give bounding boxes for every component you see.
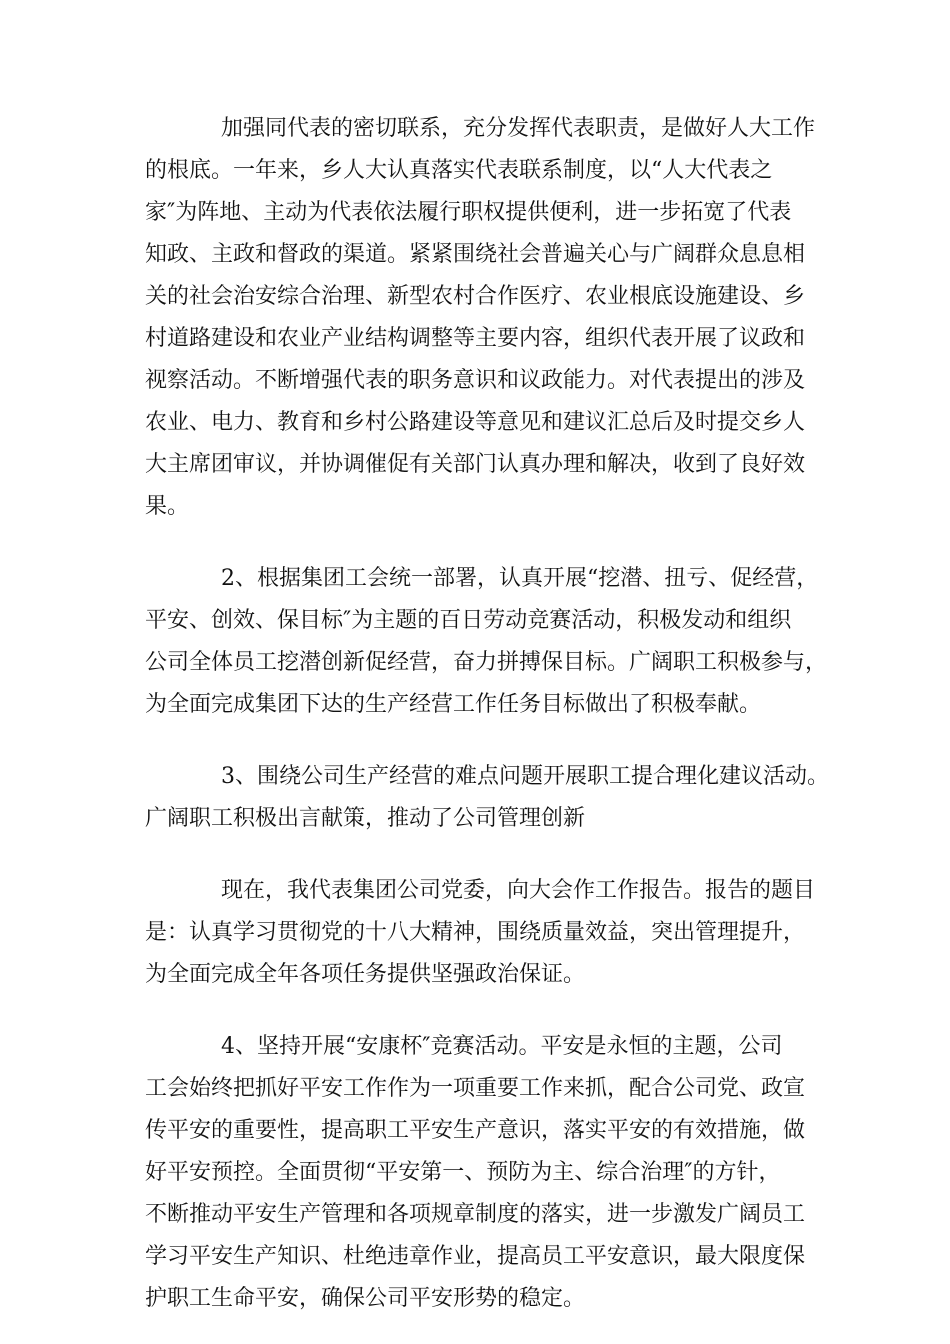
text-line: 的根底。一年来，乡人大认真落实代表联系制度，以“人大代表之 — [145, 158, 773, 183]
text-line: 大主席团审议，并协调催促有关部门认真办理和解决，收到了良好效 — [145, 452, 806, 477]
text-line: 3、围绕公司生产经营的难点问题开展职工提合理化建议活动。 — [221, 764, 829, 789]
paragraph-gap — [145, 726, 811, 756]
text-line: 关的社会治安综合治理、新型农村合作医疗、农业根底设施建设、乡 — [145, 284, 806, 309]
text-line: 知政、主政和督政的渠道。紧紧围绕社会普遍关心与广阔群众息息相 — [145, 242, 806, 267]
text-line: 现在，我代表集团公司党委，向大会作工作报告。报告的题目 — [221, 878, 816, 903]
document-body — [145, 108, 829, 1320]
paragraph-item-4-safety — [145, 1026, 811, 1320]
text-line: 视察活动。不断增强代表的职务意识和议政能力。对代表提出的涉及 — [145, 368, 806, 393]
text-line: 公司全体员工挖潜创新促经营，奋力拼搏保目标。广阔职工积极参与， — [145, 650, 828, 675]
text-line: 果。 — [145, 494, 190, 519]
text-line: 是：认真学习贯彻党的十八大精神，围绕质量效益，突出管理提升， — [145, 920, 806, 945]
paragraph-item-2-labor-competition — [145, 558, 828, 726]
text-line: 村道路建设和农业产业结构调整等主要内容，组织代表开展了议政和 — [145, 326, 806, 351]
text-line: 2、根据集团工会统一部署，认真开展“挖潜、扭亏、促经营， — [221, 566, 819, 591]
text-line: 传平安的重要性，提高职工平安生产意识，落实平安的有效措施，做 — [145, 1118, 806, 1143]
paragraph-item-3-suggestions — [145, 756, 829, 840]
text-line: 为全面完成集团下达的生产经营工作任务目标做出了积极奉献。 — [145, 692, 762, 717]
paragraph-gap — [145, 840, 811, 870]
text-line: 4、坚持开展“安康杯″竞赛活动。平安是永恒的主题，公司 — [221, 1034, 783, 1059]
text-line: 加强同代表的密切联系，充分发挥代表职责，是做好人大工作 — [221, 116, 816, 141]
text-line: 护职工生命平安，确保公司平安形势的稳定。 — [145, 1286, 586, 1311]
text-line: 好平安预控。全面贯彻“平安第一、预防为主、综合治理″的方针， — [145, 1160, 781, 1185]
text-line: 不断推动平安生产管理和各项规章制度的落实，进一步激发广阔员工 — [145, 1202, 806, 1227]
text-line: 学习平安生产知识、杜绝违章作业，提高员工平安意识，最大限度保 — [145, 1244, 806, 1269]
text-line: 广阔职工积极出言献策，推动了公司管理创新 — [145, 806, 586, 831]
paragraph-representatives — [145, 108, 816, 528]
text-line: 家″为阵地、主动为代表依法履行职权提供便利，进一步拓宽了代表 — [145, 200, 792, 225]
paragraph-gap — [145, 528, 811, 558]
text-line: 工会始终把抓好平安工作作为一项重要工作来抓，配合公司党、政宣 — [145, 1076, 806, 1101]
paragraph-gap — [145, 996, 811, 1026]
text-line: 农业、电力、教育和乡村公路建设等意见和建议汇总后及时提交乡人 — [145, 410, 806, 435]
text-line: 为全面完成全年各项任务提供坚强政治保证。 — [145, 962, 586, 987]
text-line: 平安、创效、保目标″为主题的百日劳动竞赛活动，积极发动和组织 — [145, 608, 792, 633]
paragraph-report-intro — [145, 870, 816, 996]
